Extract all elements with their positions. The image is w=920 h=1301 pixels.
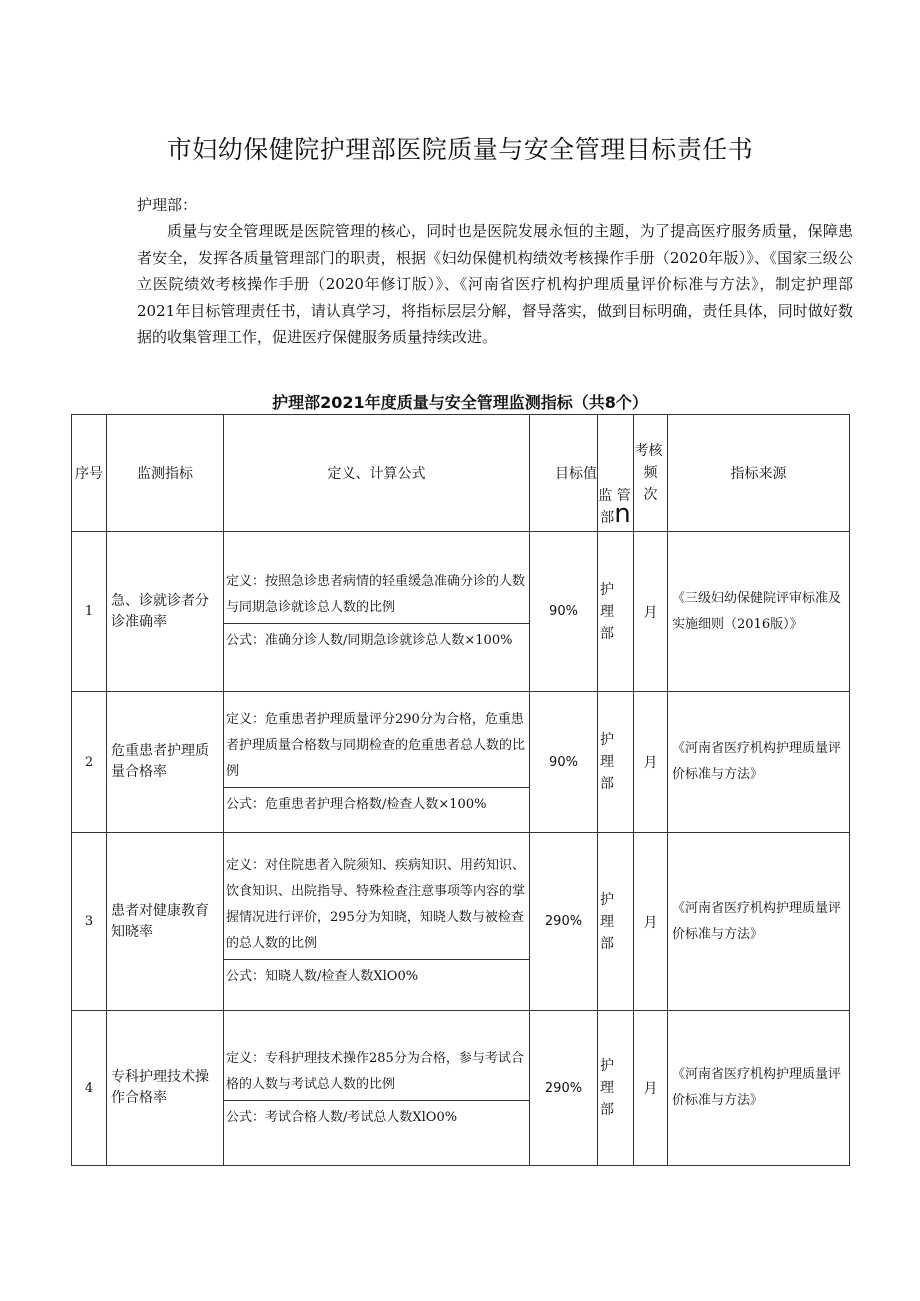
row-indicator: 急、诊就诊者分诊准确率 xyxy=(107,532,224,692)
indicator-table-wrapper xyxy=(71,414,849,1166)
document-title: 市妇幼保健院护理部医院质量与安全管理目标责任书 xyxy=(166,135,754,164)
row-definition-cell xyxy=(224,532,530,692)
header-indicator: 监测指标 xyxy=(107,415,224,532)
table-title: 护理部2021年度质量与安全管理监测指标（共8个） xyxy=(272,393,648,412)
row-number: 4 xyxy=(72,1011,107,1166)
header-definition: 定义、计算公式 xyxy=(224,415,530,532)
row-number: 3 xyxy=(72,833,107,1011)
row-target: 290% xyxy=(530,1011,598,1166)
row-source: 《河南省医疗机构护理质量评价标准与方法》 xyxy=(668,692,850,833)
header-dept-line2 xyxy=(598,499,633,529)
row-number: 2 xyxy=(72,692,107,833)
row-target: 290% xyxy=(530,833,598,1011)
row-dept: 护理部 xyxy=(598,532,634,692)
row-dept: 护理部 xyxy=(598,833,634,1011)
header-freq-line1: 考核 xyxy=(634,443,663,459)
header-freq-line3: 次 xyxy=(643,487,658,503)
row-formula: 公式：考试合格人数/考试总人数XlO0% xyxy=(226,1109,458,1125)
row-definition-cell xyxy=(224,692,530,833)
header-no: 序号 xyxy=(72,415,107,532)
row-indicator: 患者对健康教育知晓率 xyxy=(107,833,224,1011)
row-definition: 定义：专科护理技术操作285分为合格，参与考试合格的人数与考试总人数的比例 xyxy=(224,1044,529,1101)
row-definition: 定义：按照急诊患者病情的轻重缓急准确分诊的人数与同期急诊就诊总人数的比例 xyxy=(224,567,529,624)
table-header-row xyxy=(72,415,850,532)
row-indicator: 危重患者护理质量合格率 xyxy=(107,692,224,833)
row-definition: 定义：对住院患者入院须知、疾病知识、用药知识、饮食知识、出院指导、特殊检查注意事项等内容的掌握情况进行评价，295分为知晓，知晓人数与被检查的总人数的比例 xyxy=(224,851,529,960)
row-source: 《河南省医疗机构护理质量评价标准与方法》 xyxy=(668,1011,850,1166)
header-dept-n: n xyxy=(614,499,631,529)
row-definition-cell xyxy=(224,1011,530,1166)
table-row xyxy=(72,692,850,833)
header-dept-line1: 监 管 xyxy=(598,488,631,504)
row-frequency: 月 xyxy=(634,532,668,692)
row-definition: 定义：危重患者护理质量评分290分为合格，危重患者护理质量合格数与同期检查的危重患者总人数的比例 xyxy=(224,705,529,788)
row-target: 90% xyxy=(530,532,598,692)
row-formula: 公式：知晓人数/检查人数XlO0% xyxy=(226,969,419,984)
header-source: 指标来源 xyxy=(668,415,850,532)
row-frequency: 月 xyxy=(634,833,668,1011)
row-source: 《三级妇幼保健院评审标准及实施细则（2016版）》 xyxy=(668,532,850,692)
row-frequency: 月 xyxy=(634,1011,668,1166)
header-target: 目标值 xyxy=(530,415,598,532)
row-source: 《河南省医疗机构护理质量评价标准与方法》 xyxy=(668,833,850,1011)
indicator-table xyxy=(71,414,850,1166)
row-target: 90% xyxy=(530,692,598,833)
row-number: 1 xyxy=(72,532,107,692)
body-paragraph: 质量与安全管理既是医院管理的核心，同时也是医院发展永恒的主题，为了提高医疗服务质量，保障患者安全，发挥各质量管理部门的职责，根据《妇幼保健机构绩效考核操作手册（2020年版）》、《国家三级公立医院绩效考核操作手册（2020年修订版）》、《河南省医疗机构护理质量评价标准与方法》，制定护理部2021年目标管理责任书，请认真学习，将指标层层分解，督导落实，做到目标明确，责任具体，同时做好数据的收集管理工作，促进医疗保健服务质量持续改进。 xyxy=(137,222,853,346)
header-dept xyxy=(598,415,634,532)
row-indicator: 专科护理技术操作合格率 xyxy=(107,1011,224,1166)
row-dept: 护理部 xyxy=(598,692,634,833)
table-row xyxy=(72,833,850,1011)
header-freq xyxy=(634,415,668,532)
row-formula: 公式：准确分诊人数/同期急诊就诊总人数×100% xyxy=(226,633,513,648)
header-freq-line2: 频 xyxy=(643,465,658,481)
table-row xyxy=(72,532,850,692)
row-definition-cell xyxy=(224,833,530,1011)
row-dept: 护理部 xyxy=(598,1011,634,1166)
header-dept-part: 部 xyxy=(600,510,615,526)
row-formula: 公式：危重患者护理合格数/检查人数×100% xyxy=(226,796,487,812)
table-row xyxy=(72,1011,850,1166)
addressee: 护理部： xyxy=(137,196,198,214)
row-frequency: 月 xyxy=(634,692,668,833)
